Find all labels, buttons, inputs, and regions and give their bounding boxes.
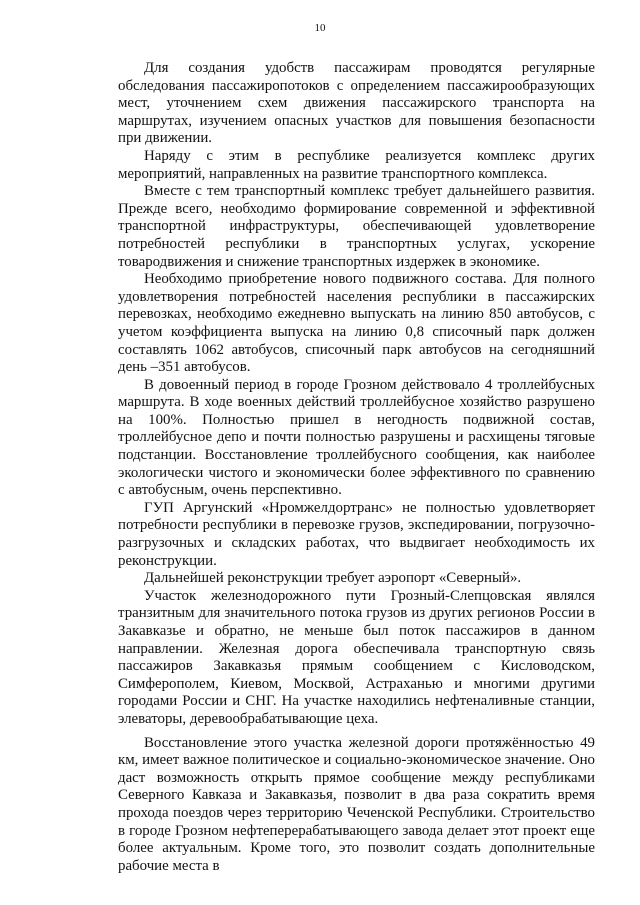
paragraph-railway-section: Участок железнодорожного пути Грозный-Слепцовская являлся транзитным для значительного потока грузов из других регионов России в Закавказье и обратно, не меньше был поток пассажиров в данном направлении. Железная дорога обеспечивала транспортную связь пассажиров Закавказья прямым сообщением с Кисловодском, Симферополем, Киевом, Москвой, Астраханью и многими другими городами России и СНГ. На участке находились нефтеналивные станции, элеваторы, деревообрабатывающие цеха. [118,587,595,727]
page-number: 10 [314,22,326,34]
document-body [118,60,595,875]
paragraph-trolleybus: В довоенный период в городе Грозном действовало 4 троллейбусных маршрута. В ходе военных действий троллейбусное хозяйство разрушено на 100%. Полностью пришел в негодность подвижной состав, троллейбусное депо и почти полностью разрушены и расхищены тяговые подстанции. Восстановление троллейбусного сообщения, как наиболее экологически чистого и экономически более эффективного по сравнению с автобусным, очень перспективно. [118,376,595,499]
paragraph-argun-enterprise: ГУП Аргунский «Нромжелдортранс» не полностью удовлетворяет потребности республики в перевозке грузов, экспедировании, погрузочно-разгрузочных и складских работах, что выдвигает необходимость их реконструкции. [118,499,595,569]
paragraph-passenger-surveys: Для создания удобств пассажирам проводятся регулярные обследования пассажиропотоков с определением пассажирообразующих мест, уточнением схем движения пассажирского транспорта на маршрутах, изучением опасных участков для повышения безопасности при движении. [118,60,595,147]
paragraph-rolling-stock: Необходимо приобретение нового подвижного состава. Для полного удовлетворения потребностей населения республики в пассажирских перевозках, необходимо ежедневно выпускать на линию 850 автобусов, с учетом коэффициента выпуска на линию 0,8 списочный парк должен составлять 1062 автобусов, списочный парк автобусов на сегодняшний день –351 автобусов. [118,271,595,376]
paragraph-railway-restoration: Восстановление этого участка железной дороги протяжённостью 49 км, имеет важное политическое и социально-экономическое значение. Оно даст возможность открыть прямое сообщение между республиками Северного Кавказа и Закавказья, позволит в два раза сократить время прохода поездов через территорию Чеченской Республики. Строительство в городе Грозном нефтеперерабатывающего завода делает этот проект еще более актуальным. Кроме того, это позволит создать дополнительные рабочие места в [118,734,595,874]
paragraph-airport: Дальнейшей реконструкции требует аэропорт «Северный». [144,570,522,587]
paragraph-other-measures: Наряду с этим в республике реализуется комплекс других мероприятий, направленных на развитие транспортного комплекса. [118,147,595,182]
paragraph-transport-development: Вместе с тем транспортный комплекс требует дальнейшего развития. Прежде всего, необходимо формирование современной и эффективной транспортной инфраструктуры, обеспечивающей удовлетворение потребностей республики в транспортных услугах, ускорение товародвижения и снижение транспортных издержек в экономике. [118,183,595,270]
